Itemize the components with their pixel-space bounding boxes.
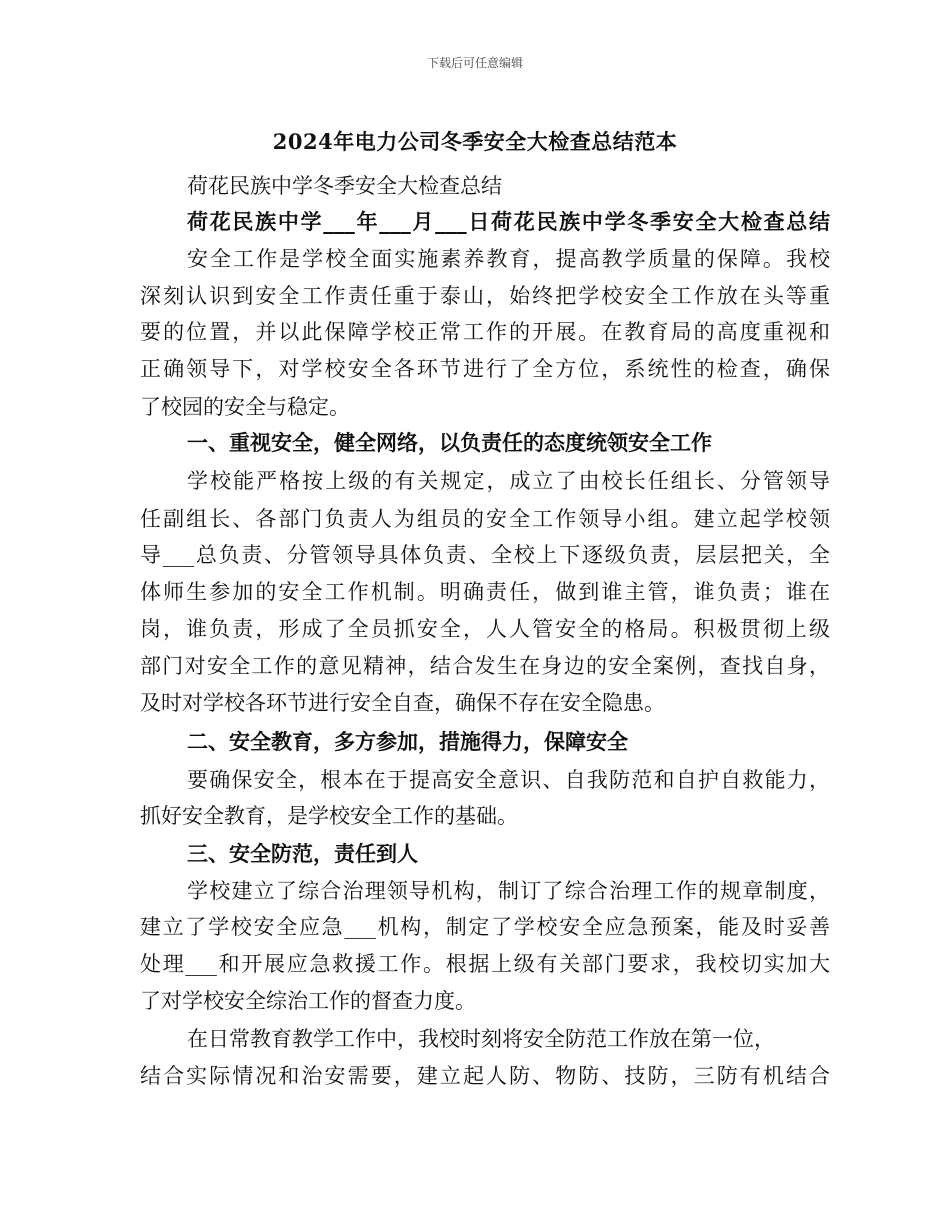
body-line: 岗，谁负责，形成了全员抓安全，人人管安全的格局。积极贯彻上级: [140, 617, 830, 641]
page-header: 下载后可任意编辑: [426, 56, 523, 70]
body-line: 了对学校安全综治工作的督查力度。: [140, 989, 476, 1013]
body-line: 安全工作是学校全面实施素养教育，提高教学质量的保障。我校: [187, 247, 830, 271]
body-line: 要的位置，并以此保障学校正常工作的开展。在教育局的高度重视和: [140, 320, 830, 344]
body-line: 学校建立了综合治理领导机构，制订了综合治理工作的规章制度，: [187, 879, 830, 903]
body-line: 要确保安全，根本在于提高安全意识、自我防范和自护自救能力，: [187, 768, 830, 792]
body-line: 导___总负责、分管领导具体负责、全校上下逐级负责，层层把关，全: [140, 543, 830, 567]
body-line: 及时对学校各环节进行安全自查，确保不存在安全隐患。: [140, 691, 665, 715]
body-line: 任副组长、各部门负责人为组员的安全工作领导小组。建立起学校领: [140, 507, 830, 531]
section-heading: 三、安全防范，责任到人: [187, 841, 418, 866]
body-line: 荷花民族中学冬季安全大检查总结: [187, 174, 502, 198]
body-line: 荷花民族中学___年___月___日荷花民族中学冬季安全大检查总结: [187, 209, 830, 234]
body-line: 深刻认识到安全工作责任重于泰山，始终把学校安全工作放在头等重: [140, 284, 830, 308]
body-line: 处理___和开展应急救援工作。根据上级有关部门要求，我校切实加大: [140, 952, 830, 976]
section-heading: 二、安全教育，多方参加，措施得力，保障安全: [187, 729, 628, 754]
body-line: 抓好安全教育，是学校安全工作的基础。: [140, 804, 518, 828]
body-line: 体师生参加的安全工作机制。明确责任，做到谁主管，谁负责；谁在: [140, 580, 830, 604]
body-line: 了校园的安全与稳定。: [140, 395, 350, 419]
body-line: 学校能严格按上级的有关规定，成立了由校长任组长、分管领导: [187, 469, 830, 493]
body-line: 建立了学校安全应急___机构，制定了学校安全应急预案，能及时妥善: [140, 915, 830, 939]
body-line: 正确领导下，对学校安全各环节进行了全方位，系统性的检查，确保: [140, 357, 830, 381]
body-line: 部门对安全工作的意见精神，结合发生在身边的安全案例，查找自身，: [140, 654, 830, 678]
document-title: 2024年电力公司冬季安全大检查总结范本: [272, 129, 678, 154]
section-heading: 一、重视安全，健全网络，以负责任的态度统领安全工作: [187, 430, 712, 455]
body-line: 在日常教育教学工作中，我校时刻将安全防范工作放在第一位，: [187, 1027, 775, 1051]
body-line: 结合实际情况和治安需要，建立起人防、物防、技防，三防有机结合: [140, 1064, 830, 1088]
